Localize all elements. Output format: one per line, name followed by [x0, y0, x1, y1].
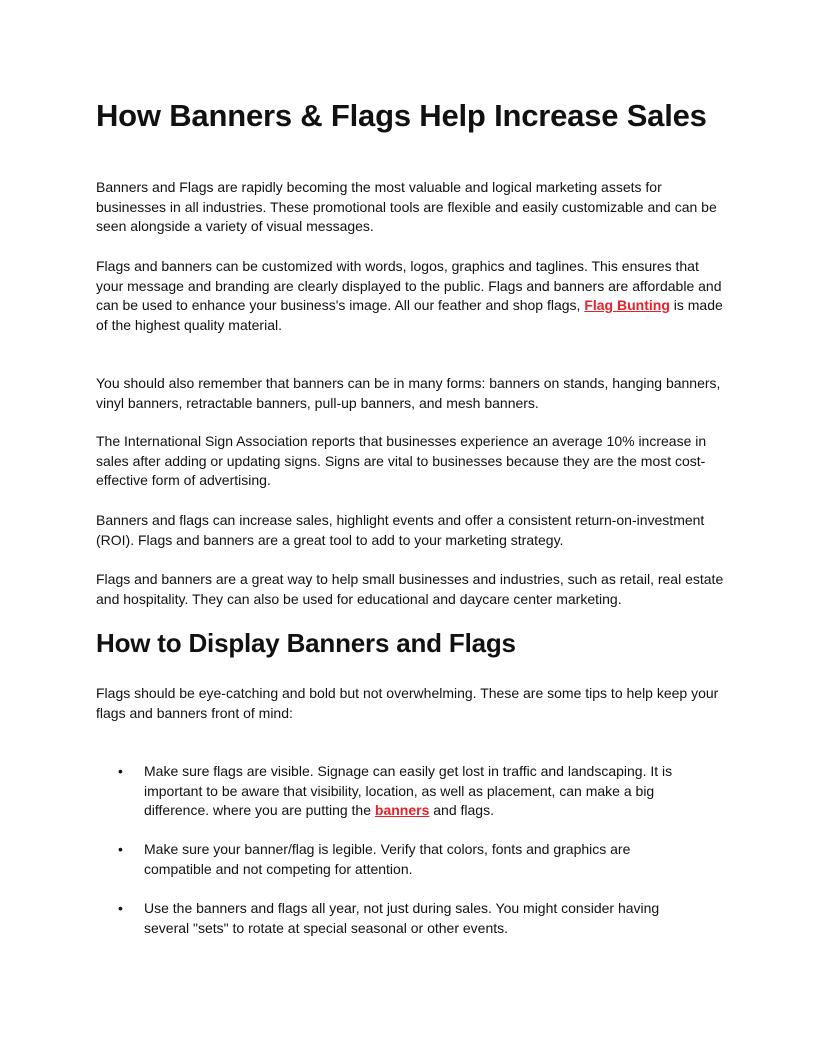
paragraph-isa-report: The International Sign Association reports that businesses experience an average 10% increase in sales after adding or updating signs. Signs are vital to businesses because they are the most cost-effective form of advertising. [96, 433, 707, 489]
paragraph-customization-text: Flags and banners can be customized with words, logos, graphics and taglines. This ensures that your message and branding are clearly displayed to the public. Flags and banners are affordable and can be used to enhance your business's image. All our feather and shop flags, [96, 258, 722, 314]
tips-list [96, 762, 726, 958]
page-title: How Banners & Flags Help Increase Sales [96, 98, 707, 133]
tip-legibility-text: Make sure your banner/flag is legible. Verify that colors, fonts and graphics are compatible and not competing for attention. [144, 841, 631, 877]
section-heading-display: How to Display Banners and Flags [96, 628, 516, 658]
paragraph-banner-forms: You should also remember that banners can be in many forms: banners on stands, hanging banners, vinyl banners, retractable banners, pull-up banners, and mesh banners. [96, 375, 721, 411]
flag-bunting-link[interactable]: Flag Bunting [584, 297, 670, 314]
list-item [96, 899, 699, 938]
list-item [96, 840, 699, 879]
tip-visibility-tail: and flags. [429, 802, 494, 819]
bullet-icon: • [118, 841, 123, 858]
paragraph-customization [96, 257, 726, 335]
paragraph-customization-tail: is made of the highest quality material. [96, 297, 723, 333]
banners-link[interactable]: banners [374, 802, 430, 819]
paragraph-intro: Banners and Flags are rapidly becoming the most valuable and logical marketing assets for businesses in all industries. These promotional tools are flexible and easily customizable and can be seen alongside a variety of visual messages. [96, 179, 717, 235]
bullet-icon: • [118, 763, 123, 779]
tip-visibility-text: Make sure flags are visible. Signage can easily get lost in traffic and landscaping. It is important to be aware that visibility, location, as well as placement, can make a big difference. where you are putting the [144, 763, 673, 819]
paragraph-roi: Banners and flags can increase sales, highlight events and offer a consistent return-on-investment (ROI). Flags and banners are a great tool to add to your marketing strategy. [96, 512, 705, 548]
tip-year-round-text: Use the banners and flags all year, not just during sales. You might consider having several "sets" to rotate at special seasonal or other events. [144, 900, 660, 936]
paragraph-industries: Flags and banners are a great way to help small businesses and industries, such as retail, real estate and hospitality. They can also be used for educational and daycare center marketing. [96, 571, 724, 607]
list-item [96, 762, 699, 821]
paragraph-display-intro: Flags should be eye-catching and bold but not overwhelming. These are some tips to help keep your flags and banners front of mind: [96, 685, 719, 721]
bullet-icon: • [118, 900, 123, 917]
